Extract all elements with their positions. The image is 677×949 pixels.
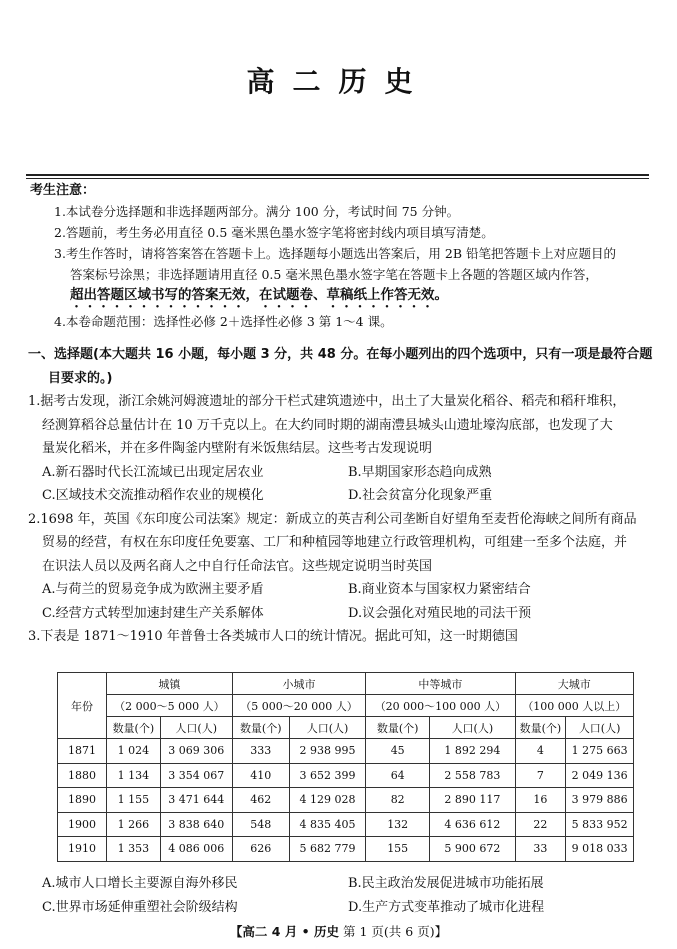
notice-block [30,180,655,332]
group-range: （2 000～5 000 人） [107,695,233,717]
table-cell: 548 [232,812,289,837]
question-text: 2.1698 年，英国《东印度公司法案》规定：新成立的英吉利公司垄断自好望角至麦哲伦海峡之间所有商品 [28,511,637,527]
table-cell: 64 [366,763,430,788]
table-cell: 45 [366,739,430,764]
section-heading-continued: 目要求的。) [48,370,113,386]
table-cell: 626 [232,837,289,862]
sub-header-pop: 人口(人) [430,717,515,739]
option-a[interactable]: A.城市人口增长主要源自海外移民 [42,876,238,891]
option-b[interactable]: B.早期国家形态趋向成熟 [348,464,492,480]
option-b[interactable]: B.商业资本与国家权力紧密结合 [348,582,531,597]
option-c[interactable]: C.区域技术交流推动稻作农业的规模化 [42,488,264,503]
notice-warning [30,285,655,311]
table-cell: 3 652 399 [289,763,365,788]
page-footer [0,922,677,940]
table-row [58,739,634,764]
table-cell: 16 [515,788,566,813]
option-a[interactable]: A.与荷兰的贸易竞争成为欧洲主要矛盾 [42,582,264,597]
sub-header-count: 数量(个) [232,717,289,739]
table-cell: 1 155 [107,788,161,813]
table-cell: 5 833 952 [566,812,634,837]
sub-header-count: 数量(个) [107,717,161,739]
option-d[interactable]: D.议会强化对殖民地的司法干预 [348,605,532,621]
questions [28,343,653,649]
header-divider [26,174,649,176]
year-cell: 1910 [58,837,107,862]
table-cell: 1 134 [107,763,161,788]
options [28,872,653,919]
notice-item: 1.本试卷分选择题和非选择题两部分。满分 100 分，考试时间 75 分钟。 [54,204,460,219]
year-cell: 1880 [58,763,107,788]
group-header: 中等城市 [366,673,515,695]
option-d[interactable]: D.生产方式变革推动了城市化进程 [348,899,545,915]
sub-header-pop: 人口(人) [289,717,365,739]
footer-page: 第 1 页(共 6 页)】 [343,924,448,939]
question-text: 1.据考古发现，浙江余姚河姆渡遗址的部分干栏式建筑遗迹中，出土了大量炭化稻谷、稻壳和稻秆堆积， [28,394,626,409]
group-header: 小城市 [232,673,366,695]
option-c[interactable]: C.经营方式转型加速封建生产关系解体 [42,605,264,621]
footer-course: 【高二 4 月 • 历史 [229,924,340,939]
year-cell: 1900 [58,812,107,837]
option-a[interactable]: A.新石器时代长江流域已出现定居农业 [42,464,264,480]
table-cell: 2 558 783 [430,763,515,788]
question-text: 在识法人员以及两名商人之中自行任命法官。这些规定说明当时英国 [42,558,433,574]
header-divider-thin [26,178,649,179]
table-cell: 1 892 294 [430,739,515,764]
question-text: 量炭化稻米，并在多件陶釜内壁附有米饭焦结层。这些考古发现说明 [42,441,433,456]
year-header: 年份 [58,673,107,739]
question-1 [28,390,653,508]
table-cell: 5 900 672 [430,837,515,862]
table-row [58,837,634,862]
table-row [58,788,634,813]
table-row [58,812,634,837]
sub-header-count: 数量(个) [366,717,430,739]
table-cell: 4 129 028 [289,788,365,813]
group-header: 城镇 [107,673,233,695]
sub-header-count: 数量(个) [515,717,566,739]
table-cell: 9 018 033 [566,837,634,862]
notice-warning-text: 超出答题区域书写的答案无效，在试题卷、草稿纸上作答无效。 [70,287,448,303]
table-cell: 3 979 886 [566,788,634,813]
table-row [58,763,634,788]
table-cell: 333 [232,739,289,764]
group-range: （100 000 人以上） [515,695,633,717]
table-cell: 2 938 995 [289,739,365,764]
table-cell: 1 275 663 [566,739,634,764]
notice-item: 3.考生作答时，请将答案答在答题卡上。选择题每小题选出答案后，用 2B 铅笔把答题卡上对应题目的 [54,246,617,261]
notice-item: 4.本卷命题范围：选择性必修 2＋选择性必修 3 第 1～4 课。 [54,314,393,329]
table-cell: 132 [366,812,430,837]
table-cell: 462 [232,788,289,813]
table-cell: 33 [515,837,566,862]
table-cell: 410 [232,763,289,788]
table-cell: 82 [366,788,430,813]
table-cell: 5 682 779 [289,837,365,862]
sub-header-pop: 人口(人) [566,717,634,739]
options [28,578,653,625]
section-heading: 一、选择题(本大题共 16 小题，每小题 3 分，共 48 分。在每小题列出的四个选项中，只有一项是最符合题 [28,347,653,362]
question-3-options [28,872,653,919]
table-cell: 22 [515,812,566,837]
notice-heading: 考生注意： [30,183,96,198]
option-d[interactable]: D.社会贫富分化现象严重 [348,488,493,503]
option-c[interactable]: C.世界市场延伸重塑社会阶级结构 [42,899,238,915]
question-3-text: 3.下表是 1871～1910 年普鲁士各类城市人口的统计情况。据此可知，这一时期德国 [28,629,518,644]
table-cell: 4 [515,739,566,764]
notice-item-continued: 答案标号涂黑；非选择题请用直径 0.5 毫米黑色墨水签字笔在答题卡上各题的答题区域内作答， [70,267,598,282]
population-table-body [58,739,634,862]
question-2 [28,508,653,626]
options [28,461,653,508]
table-cell: 4 835 405 [289,812,365,837]
table-cell: 3 354 067 [160,763,232,788]
group-range: （20 000～100 000 人） [366,695,515,717]
group-header: 大城市 [515,673,633,695]
question-text: 贸易的经营，有权在东印度任免要塞、工厂和种植园等地建立行政管理机构，可组建一至多个法庭，并 [42,535,628,550]
exam-title: 高二历史 [246,65,431,98]
table-cell: 4 086 006 [160,837,232,862]
year-cell: 1871 [58,739,107,764]
option-b[interactable]: B.民主政治发展促进城市功能拓展 [348,876,544,891]
table-cell: 3 069 306 [160,739,232,764]
table-cell: 4 636 612 [430,812,515,837]
group-range: （5 000～20 000 人） [232,695,366,717]
year-cell: 1890 [58,788,107,813]
table-cell: 3 471 644 [160,788,232,813]
table-cell: 155 [366,837,430,862]
table-cell: 1 353 [107,837,161,862]
population-table [57,672,634,862]
table-cell: 1 024 [107,739,161,764]
table-cell: 3 838 640 [160,812,232,837]
notice-item: 2.答题前，考生务必用直径 0.5 毫米黑色墨水签字笔将密封线内项目填写清楚。 [54,225,494,240]
question-text: 经测算稻谷总量估计在 10 万千克以上。在大约同时期的湖南澧县城头山遗址壕沟底部，也发现了大 [42,417,613,433]
sub-header-pop: 人口(人) [160,717,232,739]
table-cell: 2 890 117 [430,788,515,813]
table-cell: 2 049 136 [566,763,634,788]
table-cell: 1 266 [107,812,161,837]
table-cell: 7 [515,763,566,788]
